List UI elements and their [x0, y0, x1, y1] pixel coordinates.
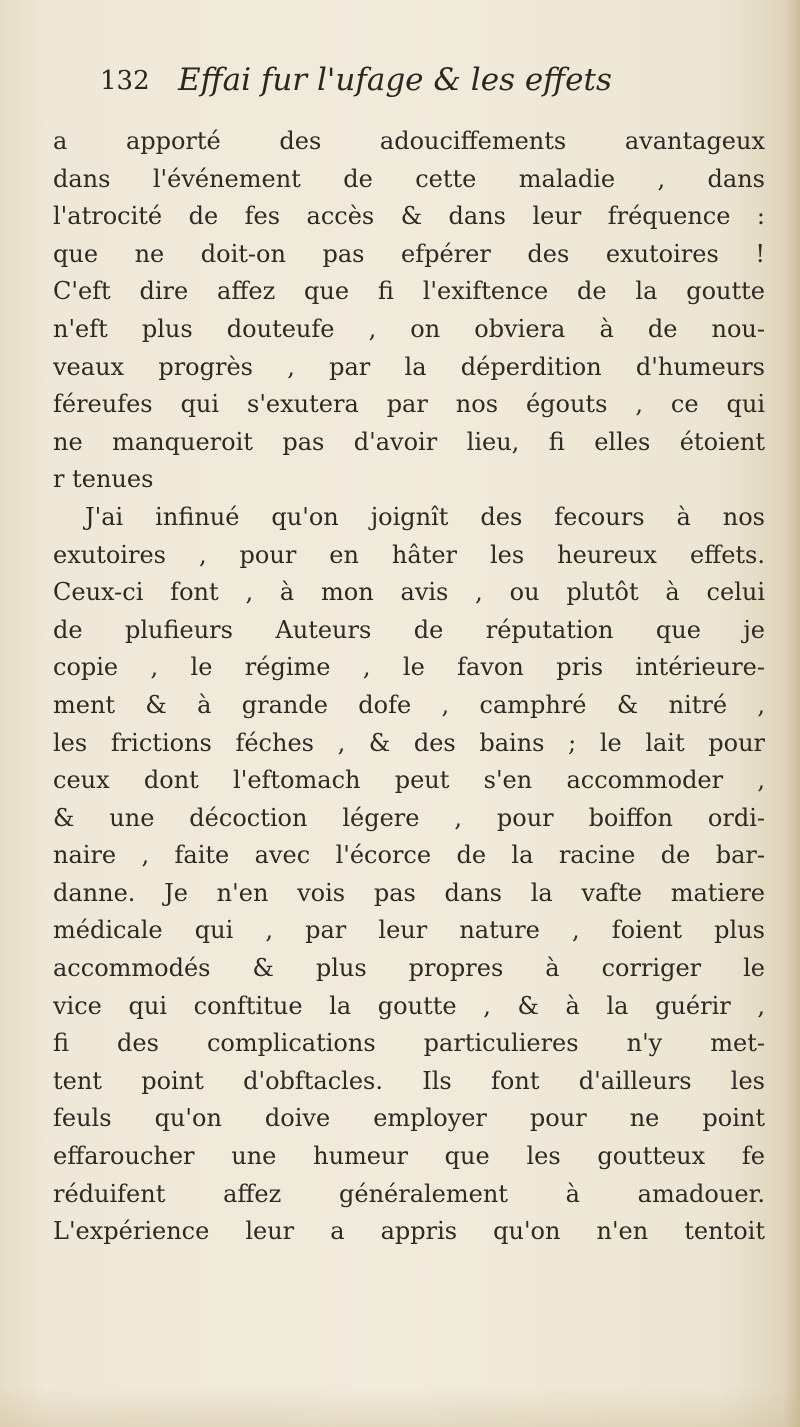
text-line: ment & à grande dofe , camphré & nitré , — [53, 690, 765, 719]
page-header — [100, 62, 740, 102]
page-number: 132 — [100, 66, 150, 96]
text-line: fi des complications particulieres n'y met- — [53, 1029, 765, 1058]
text-line: réduifent affez généralement à amadouer. — [53, 1179, 765, 1208]
text-line: que ne doit-on pas efpérer des exutoires ! — [53, 239, 765, 268]
text-line: r tenues — [53, 465, 154, 494]
text-line: les frictions féches , & des bains ; le lait pour — [53, 728, 765, 757]
page-edge-shadow — [784, 0, 800, 1427]
text-line: danne. Je n'en vois pas dans la vafte matiere — [53, 878, 765, 907]
text-line: copie , le régime , le favon pris intérieure- — [53, 653, 765, 682]
text-line: & une décoction légere , pour boiffon ordi- — [53, 803, 765, 832]
text-line: vice qui conftitue la goutte , & à la guérir , — [53, 991, 765, 1020]
text-line: exutoires , pour en hâter les heureux effets. — [53, 540, 765, 569]
running-title: Effai fur l'ufage & les effets — [178, 62, 612, 98]
text-line: dans l'événement de cette maladie , dans — [53, 164, 765, 193]
text-line: naire , faite avec l'écorce de la racine de bar- — [53, 841, 765, 870]
text-line: ceux dont l'eftomach peut s'en accommoder , — [53, 766, 765, 795]
text-line: l'atrocité de fes accès & dans leur fréquence : — [53, 202, 765, 231]
page-bottom-shadow — [0, 1387, 800, 1427]
text-line: Ceux-ci font , à mon avis , ou plutôt à celui — [53, 578, 765, 607]
text-line: féreufes qui s'exutera par nos égouts , ce qui — [53, 390, 765, 419]
text-line: accommodés & plus propres à corriger le — [53, 954, 765, 983]
text-line: de plufieurs Auteurs de réputation que je — [53, 615, 765, 644]
text-line: tent point d'obftacles. Ils font d'ailleurs les — [53, 1066, 765, 1095]
text-line: J'ai infinué qu'on joignît des fecours à nos — [85, 502, 765, 531]
text-line: médicale qui , par leur nature , foient plus — [53, 916, 765, 945]
text-line: a apporté des adouciffements avantageux — [53, 127, 765, 155]
body-text — [53, 123, 765, 1251]
text-line: L'expérience leur a appris qu'on n'en tentoit — [53, 1217, 765, 1246]
text-line: C'eft dire affez que fi l'exiftence de la goutte — [53, 277, 765, 306]
text-line: n'eft plus douteufe , on obviera à de nou- — [53, 314, 765, 343]
text-line: effaroucher une humeur que les goutteux fe — [53, 1142, 765, 1171]
text-line: ne manqueroit pas d'avoir lieu, fi elles étoient — [53, 427, 765, 456]
text-line: veaux progrès , par la déperdition d'humeurs — [53, 352, 765, 381]
text-line: feuls qu'on doive employer pour ne point — [53, 1104, 765, 1133]
